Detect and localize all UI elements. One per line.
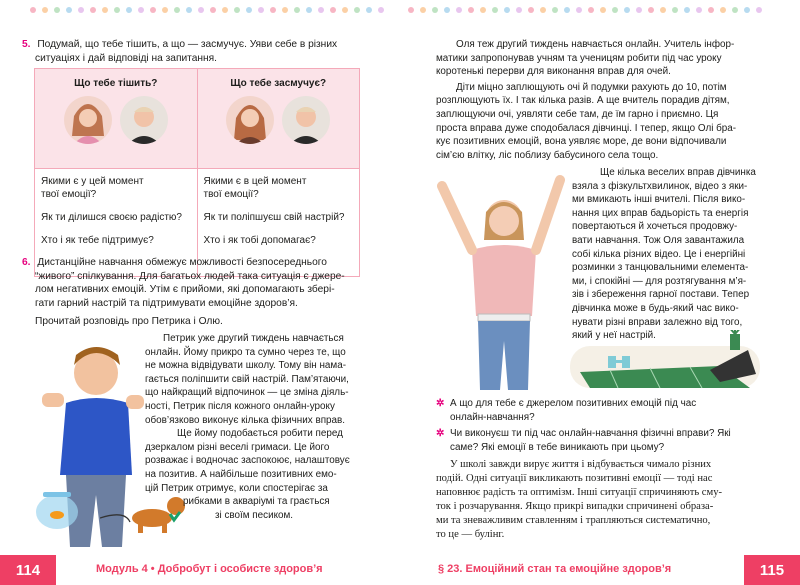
task-6-number: 6.: [22, 257, 31, 268]
para-line: У школі завжди вирує життя і відбувається чимало різних: [450, 459, 712, 470]
table-head-sad: [197, 69, 360, 169]
para-line: кує позитивних емоцій, вона уявляє море, де вони відпочивали: [436, 136, 727, 148]
emotions-table: [34, 68, 360, 277]
right-page: [400, 0, 800, 555]
left-running-title: Модуль 4 • Добробут і особисте здоров’я: [96, 563, 323, 575]
para-line: нувати різні вправи залежно від того,: [572, 316, 743, 328]
task-5: [22, 38, 372, 65]
question-1-line-2: онлайн-навчання?: [450, 411, 535, 423]
story-line: Ще йому подобається робити перед: [177, 428, 343, 440]
girl-happy-photo: [64, 96, 112, 144]
para-line: Ще кілька веселих вправ дівчинка: [600, 167, 756, 178]
story-line: онлайн. Йому прикро та сумно через те, що: [145, 346, 346, 358]
boy-happy-photo: [120, 96, 168, 144]
para-olia: [436, 38, 774, 162]
right-page-number: 115: [744, 555, 800, 585]
para-line: нання цих вправ бадьорість та енергія: [572, 207, 749, 219]
para-line: розплющують їх. І так кілька разів. А ще вчитель порадив дітям,: [436, 95, 730, 107]
left-page: [0, 0, 400, 555]
story-line: цій Петрик отримує, коли спостерігає за: [145, 482, 328, 494]
story-line: ності, Петрик після кожного онлайн-уроку: [145, 400, 335, 412]
col2-heading: Що тебе засмучує?: [230, 78, 327, 89]
para-line: ток і розчарування. Якщо прикрі випадки спричинені образа-: [436, 501, 714, 512]
story-line: рибками в акваріумі та грається: [183, 496, 330, 508]
para-line: ми вмикають інші вчителі. Після вико-: [572, 194, 746, 206]
para-line: взяла з фізкультхвилинок, відео з яки-: [572, 180, 748, 192]
para-line: Оля теж другий тиждень навчається онлайн. Учитель інфор-: [456, 39, 735, 50]
task-6-line-4: гати гарний настрій та підтримувати емоційне здоров’я.: [35, 297, 298, 309]
col1-q3: Хто і як тебе підтримує?: [41, 235, 154, 246]
story-line: дзеркалом різні веселі гримаси. Це його: [145, 441, 330, 453]
para-line: вати навчання. Тож Оля завантажила: [572, 234, 745, 246]
para-line: то це — булінг.: [436, 529, 505, 540]
story-petryk: [145, 332, 363, 522]
sun-bullet-icon: ✲: [436, 428, 445, 440]
para-line: коротенькі перерви для виконання вправ для очей.: [436, 66, 671, 78]
col2-q3: Хто і як тобі допомагає?: [203, 235, 316, 246]
questions-block: [436, 397, 772, 454]
para-line: собі кілька різних відео. Це і енергійні: [572, 248, 746, 260]
para-line: наповнює радість та оптимізм. Інші ситуації спричиняють сму-: [436, 487, 723, 498]
footer: [0, 555, 800, 585]
para-line: сім’єю влітку, ліс поблизу бабусиного села тощо.: [436, 149, 659, 161]
girl-sad-photo: [226, 96, 274, 144]
para-line: заплющуючи очі, уявляти себе там, де їм гарно і приємно. Ця: [436, 108, 719, 120]
para-line: який у неї настрій.: [572, 330, 656, 342]
story-line: не можна відвідувати школу. Тому він нама-: [145, 360, 346, 372]
para-line: ми та зневажливим ставленням і трапляються систематично,: [436, 515, 711, 526]
boy-sad-photo: [282, 96, 330, 144]
question-2-line-1: Чи виконуєш ти під час онлайн-навчання фізичні вправи? Які: [450, 428, 731, 440]
task-5-number: 5.: [22, 39, 31, 50]
col2-q2: Як ти поліпшуєш свій настрій?: [203, 212, 345, 223]
fishbowl-icon: [33, 488, 81, 530]
task-6-line-1: Дистанційне навчання обмежує можливості безпосереднього: [37, 257, 327, 268]
right-running-title: § 23. Емоційний стан та емоційне здоров’я: [438, 563, 672, 575]
col1-heading: Що тебе тішить?: [74, 78, 158, 89]
task-6-line-3: лом негативних емоцій. Утім є прийоми, які допомагають зберi-: [35, 284, 335, 296]
col1-q2: Як ти ділишся своєю радістю?: [41, 212, 182, 223]
para-line: проста вправа дуже сподобалася дівчинці. І тепер, якщо Олі бра-: [436, 122, 737, 134]
para-line: розминки з танцювальними елемента-: [572, 262, 749, 274]
left-page-number: 114: [0, 555, 56, 585]
para-line: матики запропонував учням та ученицям робити під час уроку: [436, 52, 722, 64]
col2-q1a: Якими є в цей момент: [203, 176, 307, 187]
girl-exercising-photo: [432, 166, 572, 391]
story-line: гається поліпшити свій настрій. Пам’ятаючи,: [145, 373, 349, 385]
story-line: Петрик уже другий тиждень навчається: [163, 333, 344, 344]
task-6: [22, 256, 372, 329]
para-exercises: [572, 166, 772, 343]
para-line: ми, і спокійні — для розтягування м’я-: [572, 275, 747, 287]
story-line: що найкращий відпочинок — це зміна діяль-: [145, 387, 349, 399]
story-line: розважає і водночас заспокоює, налаштовує: [145, 455, 350, 467]
task-5-text-2: ситуаціях і дай відповіді на запитання.: [35, 52, 217, 64]
sun-bullet-icon: ✲: [436, 398, 445, 409]
question-2-line-2: саме? Які емоції в тебе виникають при цьому?: [450, 441, 665, 453]
task-6-line-2: “живого” спілкування. Для багатьох людей така ситуація є джере-: [35, 270, 345, 282]
task-5-text-1: Подумай, що тебе тішить, а що — засмучує. Уяви себе в різних: [37, 39, 338, 50]
para-line: Діти міцно заплющують очі й подумки рахують до 10, потім: [456, 81, 727, 93]
col1-q1a: Якими є у цей момент: [41, 176, 144, 187]
col1-q1b: твої емоції?: [41, 189, 97, 200]
para-line: зів і збереження гарної постави. Тепер: [572, 289, 750, 301]
table-head-happy: [35, 69, 198, 169]
para-line: повертаються й хочеться продовжу-: [572, 221, 738, 233]
story-line: зі своїм песиком.: [215, 509, 294, 521]
read-instruction: Прочитай розповідь про Петрика і Олю.: [35, 316, 223, 328]
story-line: обов’язково виконує кілька фізичних вправ.: [145, 414, 346, 426]
col2-q1b: твої емоції?: [203, 189, 259, 200]
para-line: дівчинка може в будь-який час вико-: [572, 302, 739, 314]
bullying-paragraph: [436, 458, 774, 542]
story-line: на позитив. А найбільше позитивних емо-: [145, 468, 337, 480]
question-1-line-1: А що для тебе є джерелом позитивних емоцій під час: [450, 398, 697, 409]
para-line: подій. Одні ситуації викликають позитивні емоції — тоді нас: [436, 473, 713, 484]
